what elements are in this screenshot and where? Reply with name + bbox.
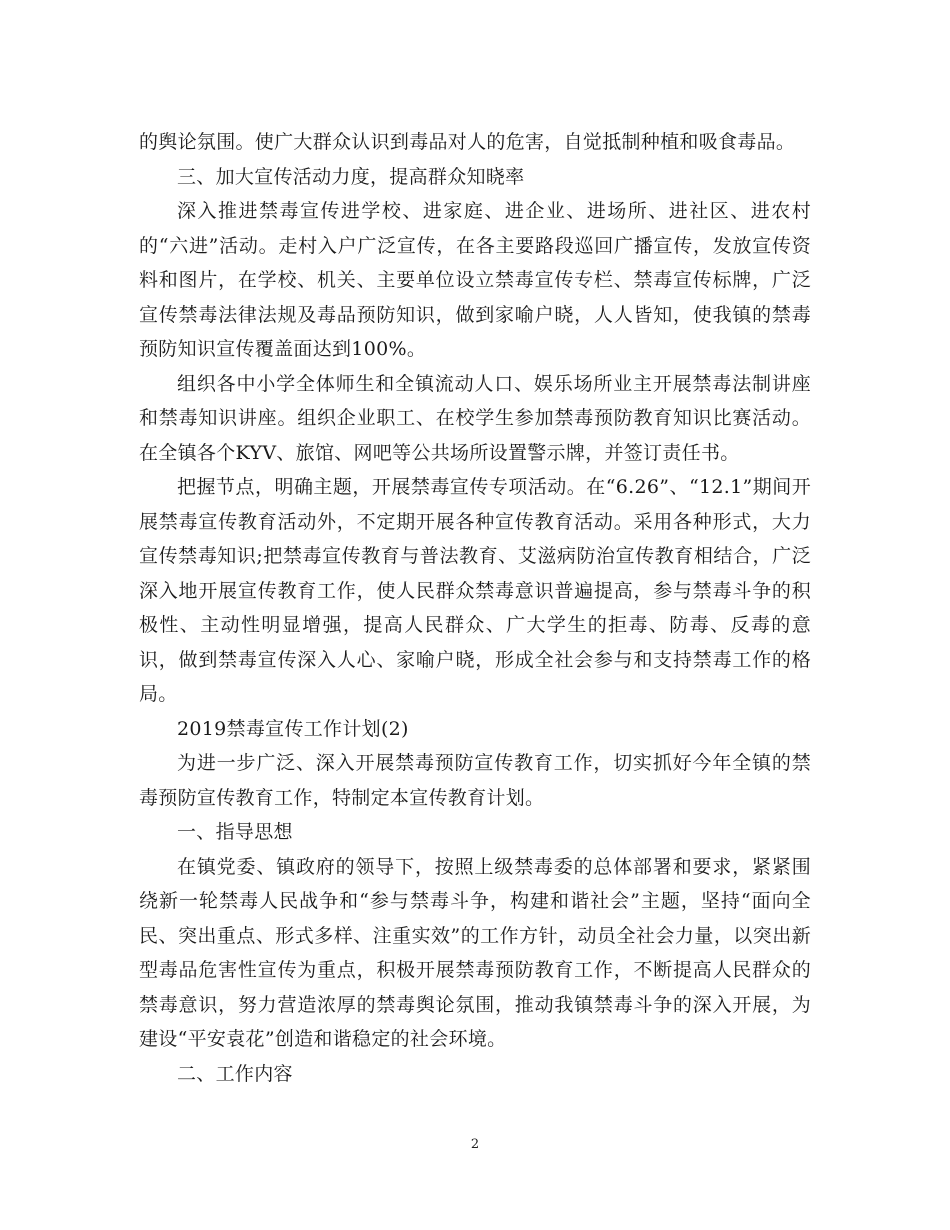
paragraph-plan-intro: 为进一步广泛、深入开展禁毒预防宣传教育工作，切实抓好今年全镇的禁毒预防宣传教育工作，特制定本宣传教育计划。	[139, 752, 811, 809]
paragraph-guiding-thought: 在镇党委、镇政府的领导下，按照上级禁毒委的总体部署和要求，紧紧围绕新一轮禁毒人民战争和“参与禁毒斗争，构建和谐社会”主题，坚持“面向全民、突出重点、形式多样、注重实效”的工作方针，动员全社会力量，以突出新型毒品危害性宣传为重点，积极开展禁毒预防教育工作，不断提高人民群众的禁毒意识，努力营造浓厚的禁毒舆论氛围，推动我镇禁毒斗争的深入开展，为建设“平安袁花”创造和谐稳定的社会环境。	[139, 855, 811, 1050]
paragraph-six-entries: 深入推进禁毒宣传进学校、进家庭、进企业、进场所、进社区、进农村的“六进”活动。走村入户广泛宣传，在各主要路段巡回广播宣传，发放宣传资料和图片，在学校、机关、主要单位设立禁毒宣传专栏、禁毒宣传标牌，广泛宣传禁毒法律法规及毒品预防知识，做到家喻户晓，人人皆知，使我镇的禁毒预防知识宣传覆盖面达到100%。	[139, 200, 811, 360]
paragraph-continuation: 的舆论氛围。使广大群众认识到毒品对人的危害，自觉抵制种植和吸食毒品。	[139, 131, 796, 153]
section-heading-1: 一、指导思想	[177, 821, 293, 843]
paragraph-special-activities: 把握节点，明确主题，开展禁毒宣传专项活动。在“6.26”、“12.1”期间开展禁毒宣传教育活动外，不定期开展各种宣传教育活动。采用各种形式，大力宣传禁毒知识;把禁毒宣传教育与普法教育、艾滋病防治宣传教育相结合，广泛深入地开展宣传教育工作，使人民群众禁毒意识普遍提高，参与禁毒斗争的积极性、主动性明显增强，提高人民群众、广大学生的拒毒、防毒、反毒的意识，做到禁毒宣传深入人心、家喻户晓，形成全社会参与和支持禁毒工作的格局。	[139, 476, 811, 705]
document-body	[139, 125, 811, 1091]
paragraph-lectures: 组织各中小学全体师生和全镇流动人口、娱乐场所业主开展禁毒法制讲座和禁毒知识讲座。组织企业职工、在校学生参加禁毒预防教育知识比赛活动。在全镇各个KYV、旅馆、网吧等公共场所设置警示牌，并签订责任书。	[139, 372, 811, 464]
page-number: 2	[470, 1137, 480, 1152]
section-heading-3: 三、加大宣传活动力度，提高群众知晓率	[177, 165, 525, 188]
section-heading-2: 二、工作内容	[177, 1062, 293, 1085]
plan-title: 2019禁毒宣传工作计划(2)	[177, 717, 409, 740]
